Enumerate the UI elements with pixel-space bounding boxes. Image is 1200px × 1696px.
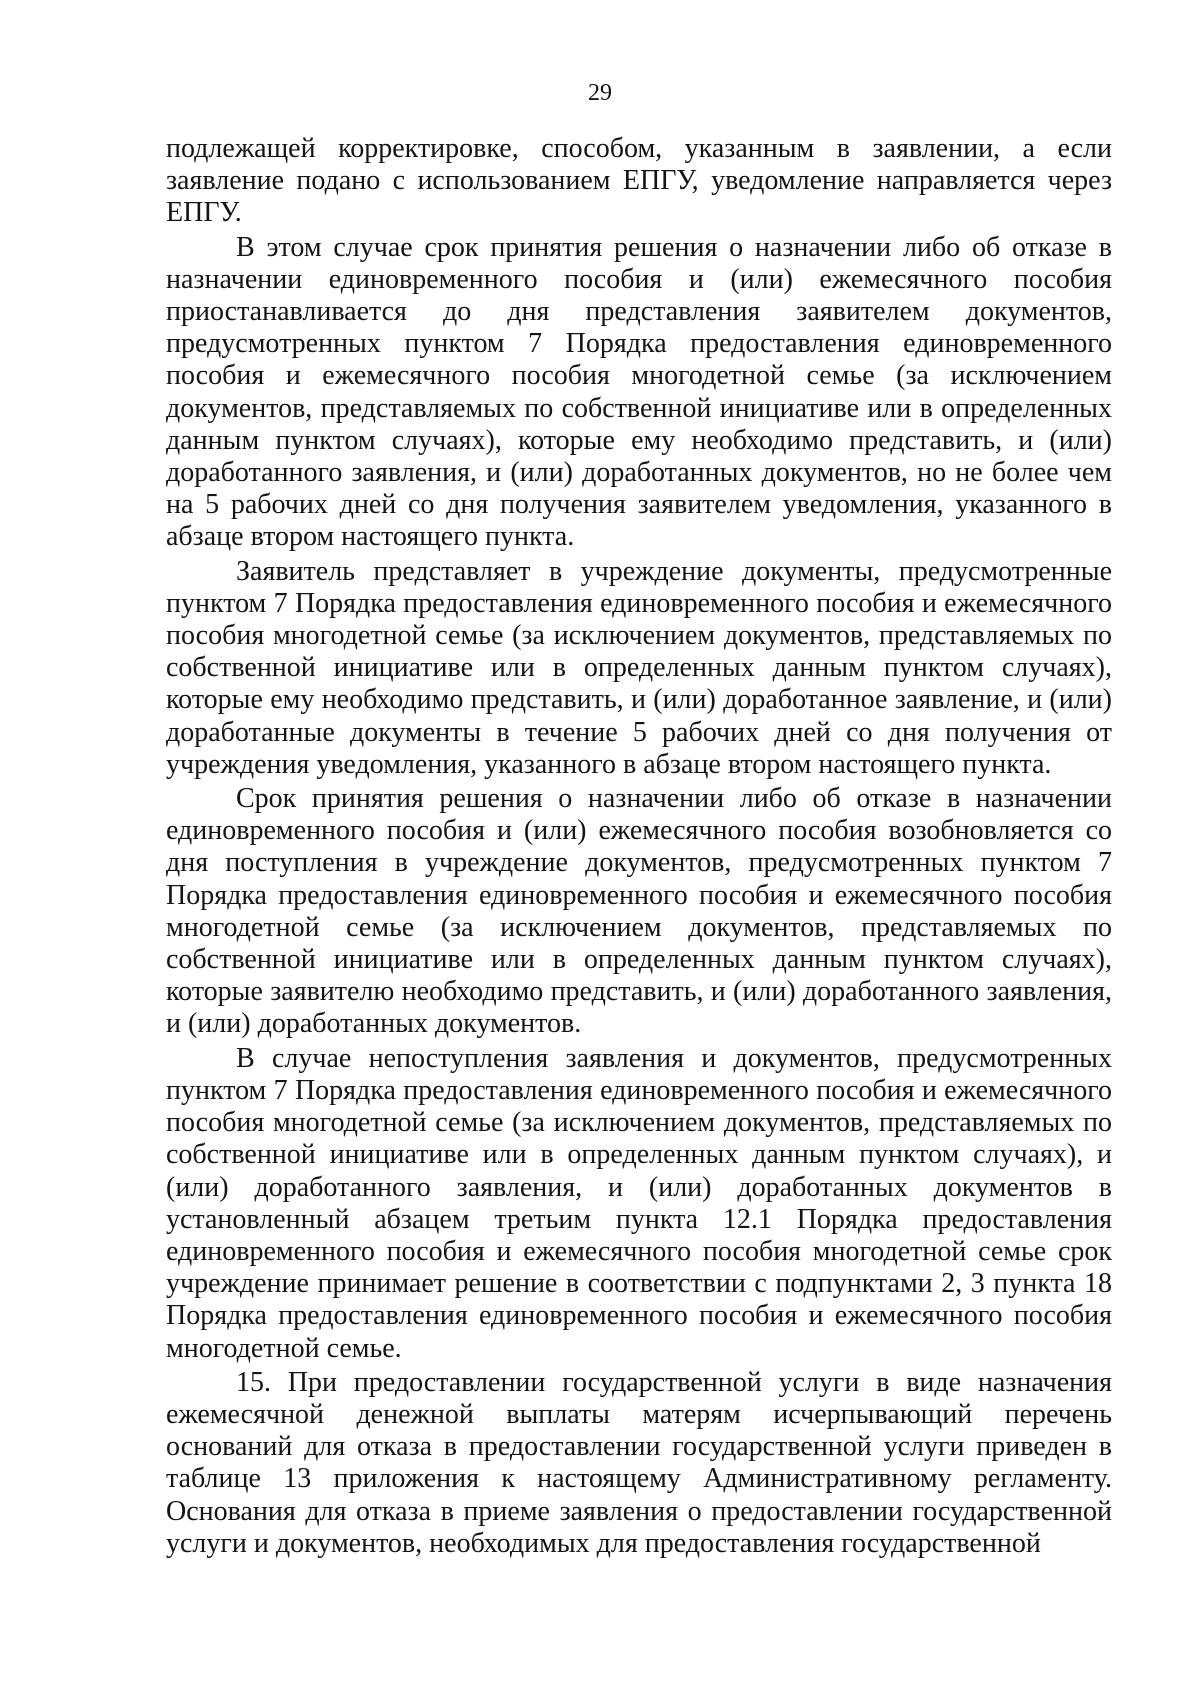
paragraph-term-resumes: Срок принятия решения о назначении либо об отказе в назначении единовременного пособия и (или) ежемесячного пособия возобновляется со дня поступления в учреждение документов, предусмотренных пунктом 7 Порядка предоставления единовременного пособия и ежемесячного пособия многодетной семье (за исключением документов, представляемых по собственной инициативе или в определенных данным пунктом случаях), которые заявителю необходимо представить, и (или) доработанного заявления, и (или) доработанных документов.: [166, 783, 1112, 1040]
page-number: 29: [588, 80, 612, 106]
document-body: [166, 133, 1112, 1560]
paragraph-applicant-submits: Заявитель представляет в учреждение документы, предусмотренные пунктом 7 Порядка предоставления единовременного пособия и ежемесячного пособия многодетной семье (за исключением документов, представляемых по собственной инициативе или в определенных данным пунктом случаях), которые ему необходимо представить, и (или) доработанное заявление, и (или) доработанные документы в течение 5 рабочих дней со дня получения от учреждения уведомления, указанного в абзаце втором настоящего пункта.: [166, 555, 1112, 780]
paragraph-continuation: подлежащей корректировке, способом, указанным в заявлении, а если заявление подано с использованием ЕПГУ, уведомление направляется через ЕПГУ.: [166, 133, 1112, 229]
paragraph-suspension-term: В этом случае срок принятия решения о назначении либо об отказе в назначении единовременного пособия и (или) ежемесячного пособия приостанавливается до дня представления заявителем документов, предусмотренных пунктом 7 Порядка предоставления единовременного пособия и ежемесячного пособия многодетной семье (за исключением документов, представляемых по собственной инициативе или в определенных данным пунктом случаях), которые ему необходимо представить, и (или) доработанного заявления, и (или) доработанных документов, но не более чем на 5 рабочих дней со дня получения заявителем уведомления, указанного в абзаце втором настоящего пункта.: [166, 231, 1112, 553]
paragraph-non-receipt: В случае непоступления заявления и документов, предусмотренных пунктом 7 Порядка предоставления единовременного пособия и ежемесячного пособия многодетной семье (за исключением документов, представляемых по собственной инициативе или в определенных данным пунктом случаях), и (или) доработанного заявления, и (или) доработанных документов в установленный абзацем третьим пункта 12.1 Порядка предоставления единовременного пособия и ежемесячного пособия многодетной семье срок учреждение принимает решение в соответствии с подпунктами 2, 3 пункта 18 Порядка предоставления единовременного пособия и ежемесячного пособия многодетной семье.: [166, 1042, 1112, 1364]
paragraph-item-15: 15. При предоставлении государственной услуги в виде назначения ежемесячной денежной выплаты матерям исчерпывающий перечень оснований для отказа в предоставлении государственной услуги приведен в таблице 13 приложения к настоящему Административному регламенту. Основания для отказа в приеме заявления о предоставлении государственной услуги и документов, необходимых для предоставления государственной: [166, 1366, 1112, 1559]
